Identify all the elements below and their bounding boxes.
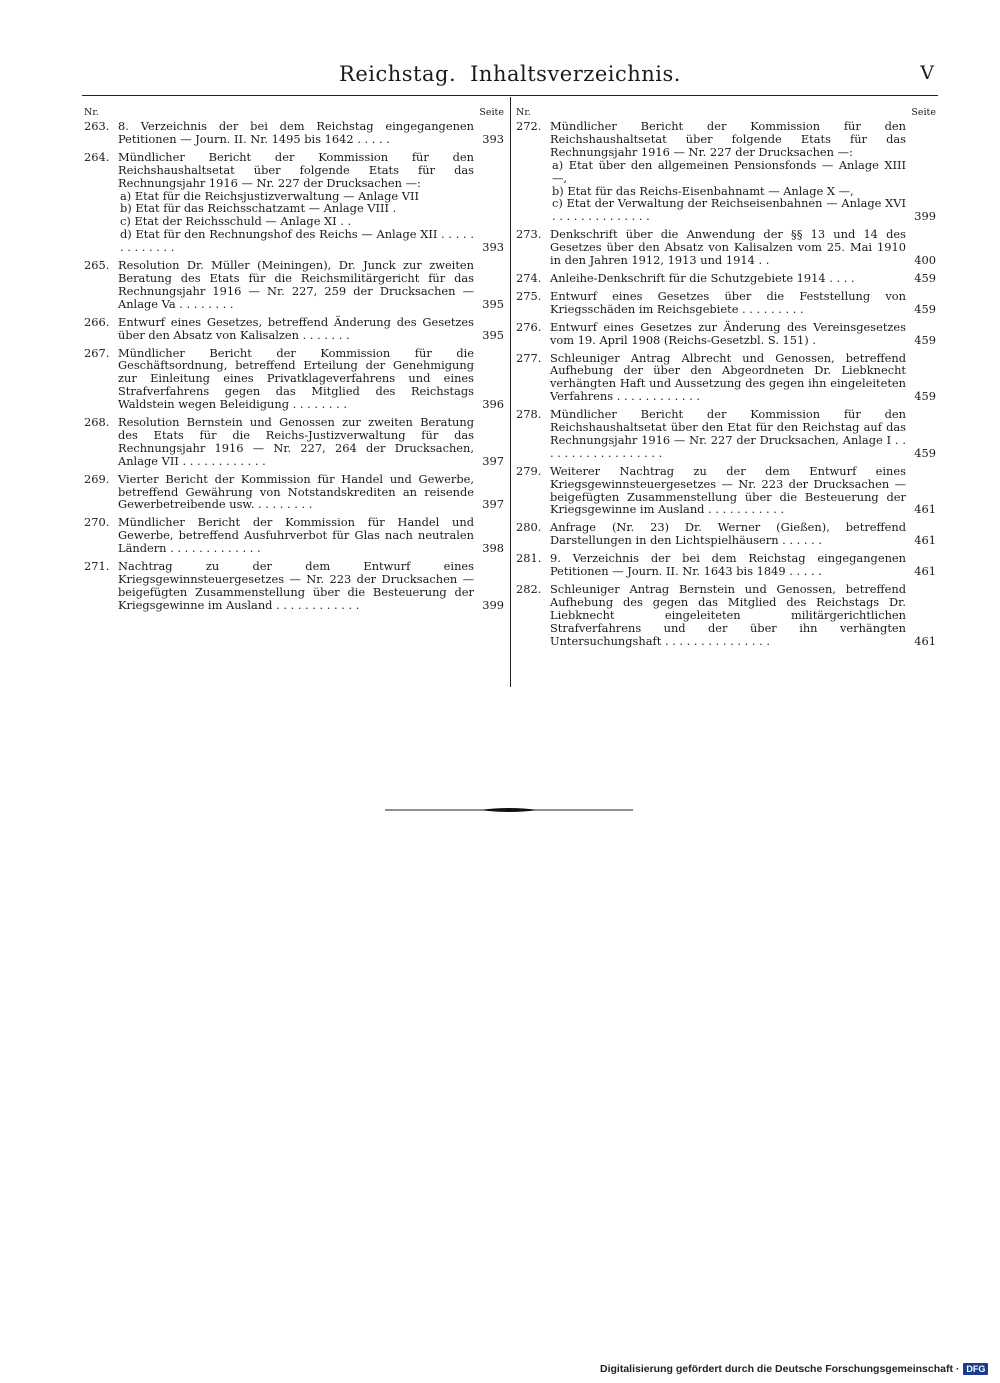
entry-text (118, 516, 474, 555)
entry-text (550, 521, 906, 547)
entry-title: Entwurf eines Gesetzes zur Änderung des Vereinsgesetzes vom 19. April 1908 (Reichs-Gesetzbl. S. 151) . (550, 319, 906, 347)
entry-title: Schleuniger Antrag Albrecht und Genossen, betreffend Aufhebung der über den Abgeordneten Dr. Liebknecht verhängten Haft und Aussetzung des gegen ihn eingeleiteten Verfahrens . . . . . . . . . . . . (550, 350, 906, 404)
entry-title: Entwurf eines Gesetzes, betreffend Änderung des Gesetzes über den Absatz von Kalisalzen . . . . . . . (118, 314, 474, 342)
entry-text (118, 259, 474, 311)
toc-entry (84, 347, 504, 412)
toc-entry (516, 272, 936, 285)
entry-title: Schleuniger Antrag Bernstein und Genossen, betreffend Aufhebung des gegen das Mitglied des Reichstags Dr. Liebknecht eingeleiteten militärgerichtlichen Strafverfahrens und der über ihn verhängten Untersuchungshaft . . . . . . . . . . . . . . . (550, 582, 906, 648)
entry-page: 459 (914, 332, 936, 347)
entry-page: 397 (482, 497, 504, 512)
entry-title: Mündlicher Bericht der Kommission für den Reichshaushaltsetat über den Etat für den Reichstag auf das Rechnungsjahr 1916 — Nr. 227 der Drucksachen, Anlage I . . . . . . . . . . . . . . . . . . (550, 407, 906, 460)
entry-text (550, 552, 906, 578)
entry-subitem: b) Etat für das Reichsschatzamt — Anlage VIII . (120, 201, 397, 216)
entry-page: 459 (914, 301, 936, 316)
entry-title: Anleihe-Denkschrift für die Schutzgebiete 1914 . . . . (550, 270, 855, 285)
entry-text (118, 416, 474, 468)
toc-entry (84, 259, 504, 311)
entry-subitem: b) Etat für das Reichs-Eisenbahnamt — Anlage X —, (552, 183, 854, 198)
toc-entry (516, 583, 936, 648)
column-divider (510, 97, 511, 687)
entry-number: 270. (84, 515, 110, 530)
entry-page: 461 (914, 533, 936, 548)
left-entry-list (84, 120, 504, 612)
entry-title: Vierter Bericht der Kommission für Handel und Gewerbe, betreffend Gewährung von Notstandskrediten an reisende Gewerbetreibende usw. . . . . . . . . (118, 471, 474, 512)
entry-text (550, 408, 906, 460)
entry-title: Mündlicher Bericht der Kommission für den Reichshaushaltsetat über folgende Etats für das Rechnungsjahr 1916 — Nr. 227 der Drucksachen —: (118, 149, 474, 190)
entry-number: 268. (84, 415, 110, 430)
entry-page: 461 (914, 564, 936, 579)
entry-title: 9. Verzeichnis der bei dem Reichstag eingegangenen Petitionen — Journ. II. Nr. 1643 bis 1849 . . . . . (550, 551, 906, 579)
entry-page: 393 (482, 131, 504, 146)
entry-page: 459 (914, 389, 936, 404)
entry-page: 396 (482, 397, 504, 412)
entry-text (550, 321, 906, 347)
entry-text (550, 352, 906, 404)
page-number: V (920, 62, 934, 84)
entry-title: Resolution Bernstein und Genossen zur zweiten Beratung des Etats für die Reichs-Justizverwaltung für das Rechnungsjahr 1916 — Nr. 227, 264 der Drucksachen, Anlage VII . . . . . . . . . . . . (118, 415, 474, 468)
entry-title: Mündlicher Bericht der Kommission für Handel und Gewerbe, betreffend Ausfuhrverbot für Glas nach neutralen Ländern . . . . . . . . . . . . . (118, 515, 474, 556)
entry-page: 395 (482, 327, 504, 342)
toc-entry (84, 516, 504, 555)
entry-title: Weiterer Nachtrag zu der dem Entwurf eines Kriegsgewinnsteuergesetzes — Nr. 223 der Drucksachen — beigefügten Zusammenstellung über die Besteuerung der Kriegsgewinne im Ausland . . . . . . . . . . . (550, 463, 906, 517)
entry-title: Resolution Dr. Müller (Meiningen), Dr. Junck zur zweiten Beratung des Etats für die Reichsmilitärgericht für das Rechnungsjahr 1916 — Nr. 227, 259 der Drucksachen — Anlage Va . . . . . . . . (118, 258, 474, 311)
entry-text (550, 120, 906, 223)
entry-text (118, 560, 474, 612)
entry-number: 272. (516, 119, 542, 133)
entry-text (118, 473, 474, 512)
entry-title: Anfrage (Nr. 23) Dr. Werner (Gießen), betreffend Darstellungen in den Lichtspielhäusern . . . . . . (550, 520, 906, 548)
nr-label: Nr. (84, 107, 99, 118)
right-entry-list (516, 120, 936, 648)
page-header (82, 60, 938, 94)
entry-page: 398 (482, 541, 504, 556)
seite-label: Seite (911, 107, 936, 118)
entry-page: 393 (482, 240, 504, 255)
entry-page: 461 (914, 633, 936, 648)
toc-entry (516, 352, 936, 404)
entry-title: Mündlicher Bericht der Kommission für den Reichshaushaltsetat über folgende Etats für das Rechnungsjahr 1916 — Nr. 227 der Drucksachen —: (550, 119, 906, 159)
toc-entry (84, 120, 504, 146)
toc-entry (84, 560, 504, 612)
entry-subitem: c) Etat der Reichsschuld — Anlage XI . . (120, 214, 352, 229)
entry-page: 400 (914, 253, 936, 268)
entry-page: 399 (914, 209, 936, 224)
entry-page: 397 (482, 453, 504, 468)
entry-number: 279. (516, 463, 542, 478)
entry-text (118, 347, 474, 412)
entry-subitem: d) Etat für den Rechnungshof des Reichs — Anlage XII . . . . . . . . . . . . . (120, 227, 474, 255)
entry-number: 264. (84, 149, 110, 164)
header-rule (82, 95, 938, 96)
footer-credit (600, 1363, 985, 1375)
entry-number: 278. (516, 407, 542, 422)
entry-number: 269. (84, 471, 110, 486)
toc-entry (516, 408, 936, 460)
right-column (516, 107, 936, 653)
toc-entry (516, 521, 936, 547)
entry-number: 276. (516, 319, 542, 334)
entry-number: 271. (84, 559, 110, 574)
toc-entry (516, 465, 936, 517)
entry-title: Nachtrag zu der dem Entwurf eines Kriegsgewinnsteuergesetzes — Nr. 223 der Drucksachen — beigefügten Zusammenstellung über die Besteuerung der Kriegsgewinne im Ausland . . . . . . . . . . . . (118, 559, 474, 612)
entry-number: 274. (516, 270, 542, 285)
left-column (84, 107, 504, 617)
entry-text (550, 228, 906, 267)
entry-text (550, 290, 906, 316)
entry-number: 275. (516, 288, 542, 303)
toc-entry (516, 228, 936, 267)
entry-subitem: a) Etat für die Reichsjustizverwaltung — Anlage VII (120, 188, 419, 203)
seite-label: Seite (479, 107, 504, 118)
title-inhaltsverzeichnis: Inhaltsverzeichnis. (470, 62, 681, 86)
entry-subitem: a) Etat über den allgemeinen Pensionsfonds — Anlage XIII —, (552, 157, 906, 185)
entry-number: 282. (516, 582, 542, 596)
entry-number: 265. (84, 258, 110, 273)
entry-text (550, 465, 906, 517)
entry-title: 8. Verzeichnis der bei dem Reichstag eingegangenen Petitionen — Journ. II. Nr. 1495 bis 1642 . . . . . (118, 119, 474, 146)
title-reichstag: Reichstag. (339, 62, 457, 86)
entry-title: Entwurf eines Gesetzes über die Feststellung von Kriegsschäden im Reichsgebiete . . . . . . . . . (550, 288, 906, 316)
footer-text: Digitalisierung gefördert durch die Deutsche Forschungsgemeinschaft · (600, 1363, 960, 1375)
entry-title: Denkschrift über die Anwendung der §§ 13 und 14 des Gesetzes über den Absatz von Kalisalzen vom 25. Mai 1910 in den Jahren 1912, 1913 und 1914 . . (550, 227, 906, 268)
toc-entry (84, 416, 504, 468)
entry-page: 395 (482, 296, 504, 311)
entry-number: 277. (516, 350, 542, 365)
toc-entry (84, 151, 504, 254)
entry-text (118, 120, 474, 146)
toc-entry (516, 552, 936, 578)
entry-number: 263. (84, 119, 110, 133)
page-title (82, 62, 938, 86)
entry-text (118, 151, 474, 254)
entry-number: 280. (516, 520, 542, 535)
entry-title: Mündlicher Bericht der Kommission für die Geschäftsordnung, betreffend Erteilung der Genehmigung zur Einleitung eines Privatklageverfahrens und eines Strafverfahrens gegen das Mitglied des Reichstags Waldstein wegen Beleidigung . . . . . . . . (118, 345, 474, 412)
entry-number: 281. (516, 551, 542, 566)
entry-number: 266. (84, 314, 110, 329)
entry-text (550, 272, 906, 285)
dfg-logo: DFG (963, 1363, 988, 1375)
entry-page: 459 (914, 270, 936, 285)
entry-number: 267. (84, 345, 110, 360)
entry-text (118, 316, 474, 342)
entry-text (550, 583, 906, 648)
toc-entry (516, 120, 936, 223)
toc-entry (516, 290, 936, 316)
entry-page: 461 (914, 502, 936, 517)
ornament-rule (385, 800, 633, 820)
toc-entry (84, 473, 504, 512)
entry-subitem: c) Etat der Verwaltung der Reichseisenbahnen — Anlage XVI . . . . . . . . . . . . . . (552, 196, 906, 224)
nr-label: Nr. (516, 107, 531, 118)
entry-page: 459 (914, 445, 936, 460)
toc-entry (516, 321, 936, 347)
toc-entry (84, 316, 504, 342)
entry-page: 399 (482, 597, 504, 612)
entry-number: 273. (516, 227, 542, 242)
